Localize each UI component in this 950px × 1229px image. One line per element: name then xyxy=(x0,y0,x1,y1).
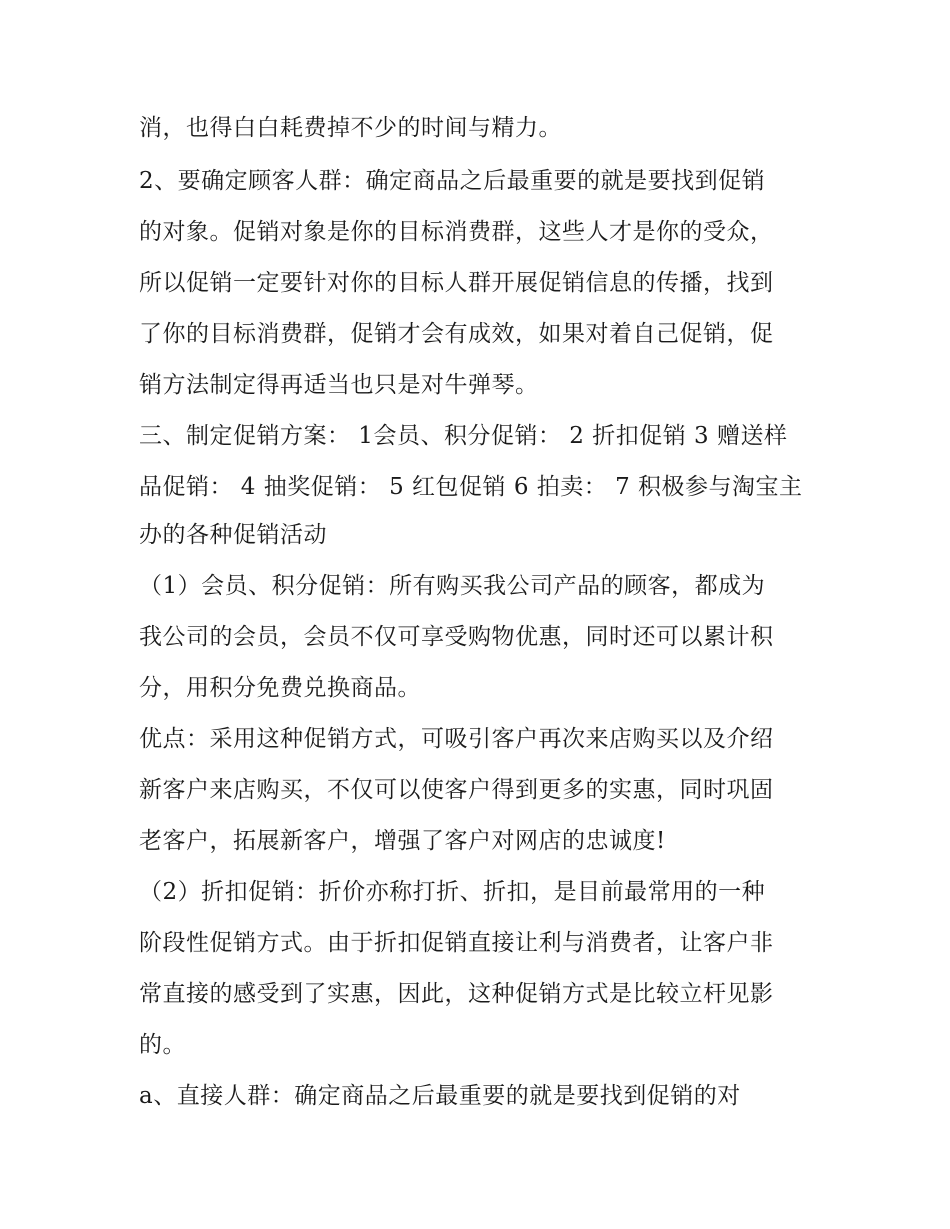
text-line: 品促销： 4 抽奖促销： 5 红包促销 6 拍卖： 7 积极参与淘宝主 xyxy=(139,474,803,500)
text-line: a、直接人群：确定商品之后最重要的就是要找到促销的对 xyxy=(139,1083,741,1109)
text-line: 消，也得白白耗费掉不少的时间与精力。 xyxy=(139,115,562,141)
text-line: （1）会员、积分促销：所有购买我公司产品的顾客，都成为 xyxy=(139,573,766,599)
text-line: 三、制定促销方案： 1会员、积分促销： 2 折扣促销 3 赠送样 xyxy=(139,423,788,449)
text-line: 2、要确定顾客人群：确定商品之后最重要的就是要找到促销 xyxy=(139,168,766,194)
text-line: 所以促销一定要针对你的目标人群开展促销信息的传播，找到 xyxy=(139,270,774,296)
text-line: （2）折扣促销：折价亦称打折、折扣，是目前最常用的一种 xyxy=(139,879,766,905)
text-line: 的。 xyxy=(139,1032,186,1058)
text-line: 新客户来店购买，不仅可以使客户得到更多的实惠，同时巩固 xyxy=(139,777,774,803)
text-line: 优点：采用这种促销方式，可吸引客户再次来店购买以及介绍 xyxy=(139,726,774,752)
text-line: 分，用积分免费兑换商品。 xyxy=(139,675,421,701)
text-line: 办的各种促销活动 xyxy=(139,522,327,548)
text-line: 了你的目标消费群，促销才会有成效，如果对着自己促销，促 xyxy=(139,321,774,347)
text-line: 阶段性促销方式。由于折扣促销直接让利与消费者，让客户非 xyxy=(139,930,774,956)
text-line: 常直接的感受到了实惠，因此，这种促销方式是比较立杆见影 xyxy=(139,981,774,1007)
text-line: 销方法制定得再适当也只是对牛弹琴。 xyxy=(139,372,539,398)
text-line: 我公司的会员，会员不仅可享受购物优惠，同时还可以累计积 xyxy=(139,624,774,650)
text-line: 的对象。促销对象是你的目标消费群，这些人才是你的受众， xyxy=(139,219,774,245)
text-line: 老客户，拓展新客户，增强了客户对网店的忠诚度! xyxy=(139,828,666,854)
